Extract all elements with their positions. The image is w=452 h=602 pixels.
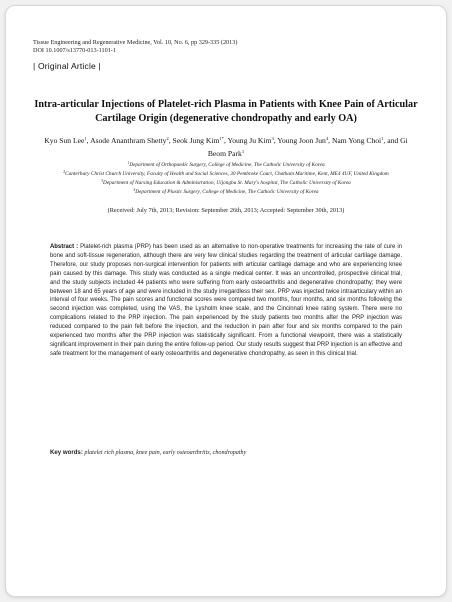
affiliation xyxy=(36,169,416,178)
keywords-label: Key words: xyxy=(50,449,83,456)
affiliation-list xyxy=(36,160,416,196)
keywords-text: platelet rich plasma, knee pain, early osteoarthritis, chondropathy xyxy=(84,450,247,456)
affiliation-mark: 2 xyxy=(63,170,66,175)
author-affiliation-mark: 1* xyxy=(219,136,224,141)
affiliation xyxy=(36,160,416,169)
submission-dates: (Received: July 7th, 2013; Revision: September 26th, 2013; Accepted: September 30th, 2013) xyxy=(107,207,345,214)
affiliation-text: Department of Orthopaedic Surgery, College of Medicine, The Catholic University of Korea xyxy=(129,162,325,168)
author-separator: , xyxy=(86,136,91,145)
affiliation-text: Department of Nursing Education & Administration, Uijongbu St. Mary's hospital, The Catholic University of Korea xyxy=(102,180,351,187)
affiliation xyxy=(36,187,416,196)
author-separator: , xyxy=(168,136,173,145)
author-affiliation-mark: 1 xyxy=(381,136,384,141)
paper-page xyxy=(5,5,447,597)
author-separator: , and xyxy=(383,136,401,145)
author-separator: , xyxy=(328,136,332,145)
author-affiliation-mark: 3 xyxy=(271,136,274,141)
abstract xyxy=(50,243,402,359)
affiliation-mark: 4 xyxy=(133,188,136,193)
affiliation-text: Canterbury Christ Church University, Faculty of Health and Social Sciences, 30 Pembroke Court, Chatham Maritime, Kent, ME4 4UF, United Kingdom xyxy=(65,171,389,178)
author-name: Young Joon Jun xyxy=(277,136,326,145)
affiliation-mark: 1 xyxy=(127,161,130,165)
author-separator: , xyxy=(223,136,228,145)
keywords xyxy=(50,449,402,457)
paper-title: Intra-articular Injections of Platelet-rich Plasma in Patients with Knee Pain of Articular Cartilage Origin (degenerative chondropathy and early OA) xyxy=(34,99,418,124)
author-name: Gi Beom Park xyxy=(207,136,408,158)
affiliation-mark: 3 xyxy=(101,179,103,184)
affiliation-text: Department of Plastic Surgery, College of Medicine, The Catholic University of Korea xyxy=(135,189,319,196)
abstract-label: Abstract : xyxy=(50,244,79,250)
author-name: Seok Jung Kim xyxy=(172,136,220,145)
abstract-text: Platelet-rich plasma (PRP) has been used as an alternative to non-operative treatments for increasing the rate of cure in bone and soft-tissue regeneration, although there are very few clinical studies regarding the treatment of articular cartilage damage. Therefore, our study proposes non-surgical intervention for patients with articular cartilage damage and who are experiencing knee pain caused by this damage. This study was conducted as a single medical center. It was an uncontrolled, prospective clinical trial, and the study subjects included 44 patients who were suffering from early osteoarthritis and degenerative chondropathy; they were between 18 and 65 years of age and were included in the study irregardless their sex. PRP was injected twice intraarticulary within an interval of four weeks. The pain scores and functional scores were compared two months, four months, and six months following the second injection was completed, using the VAS, the Lysholm knee scale, and the Cincinnati knee rating system. There were no complications related to the PRP injection. The pain experienced by the study patients two months after the PRP injection was reduced compared to the pain felt before the injection, and the reduction in pain after four and six months compared to the pain experienced two months after the PRP injection was statistically significant. From a functional viewpoint, there was a statistically significant improvement in their pain during the entire follow-up period. Our study results suggest that PRP injection is an effective and safe treatment for the management of early osteoarthritis and degenerative chondropathy, as seen in this clinical trial. xyxy=(50,244,403,357)
author-affiliation-mark: 1 xyxy=(84,136,87,141)
author-affiliation-mark: 4 xyxy=(325,136,329,141)
author-affiliation-mark: 1 xyxy=(241,148,245,154)
author-name: Asode Ananthram Shetty xyxy=(90,136,167,145)
author-name: Nam Yong Choi xyxy=(331,136,382,145)
doi: DOI 10.1007/s13770-013-1101-1 xyxy=(33,47,116,54)
author-separator: , xyxy=(273,136,278,145)
article-type-label: | Original Article | xyxy=(33,61,101,71)
author-name: Young Ju Kim xyxy=(227,136,272,145)
author-name: Kyo Sun Lee xyxy=(44,136,85,145)
affiliation xyxy=(36,178,416,187)
journal-citation: Tissue Engineering and Regenerative Medicine, Vol. 10, No. 6, pp 329-335 (2013) xyxy=(33,39,238,46)
author-list xyxy=(36,134,416,159)
author-affiliation-mark: 2 xyxy=(166,136,169,141)
